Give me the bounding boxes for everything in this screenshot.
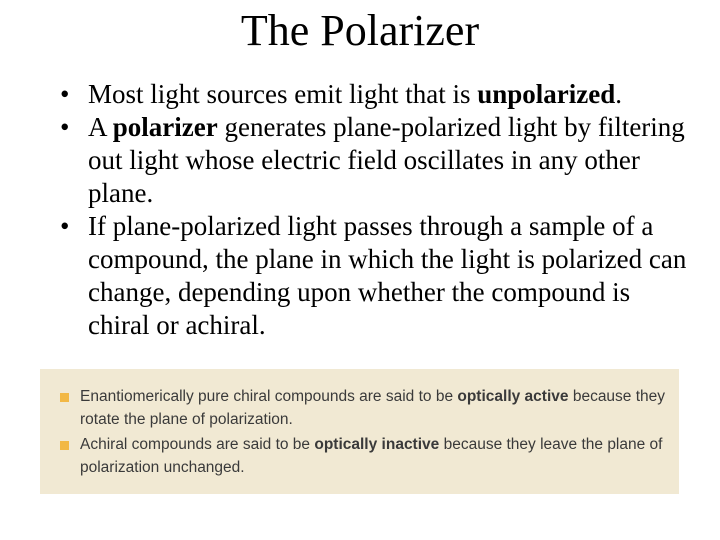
bullet-item <box>56 210 696 342</box>
bullet-item <box>56 111 696 210</box>
bullet-bold-term: unpolarized <box>477 79 616 109</box>
callout-text: because they rotate the plane of polarization. <box>80 388 666 428</box>
square-bullet-icon <box>60 441 69 450</box>
callout-text: Enantiomerically pure chiral compounds are said to be <box>80 388 458 405</box>
bullet-icon: • <box>60 79 70 109</box>
bullet-text: If plane-polarized light passes through a sample of a compound, the plane in which the light is polarized can change, depending upon whether the compound is chiral or achiral. <box>88 211 687 340</box>
bullet-item <box>56 78 696 111</box>
bullet-icon: • <box>60 112 70 142</box>
callout-box <box>40 369 679 494</box>
callout-text: because they leave the plane of polarization unchanged. <box>80 436 663 476</box>
bullet-text: A <box>88 112 113 142</box>
bullet-text: . <box>615 79 623 109</box>
callout-item <box>60 385 685 431</box>
bullet-bold-term: polarizer <box>112 112 218 142</box>
callout-bold-term: optically inactive <box>314 436 440 453</box>
square-bullet-icon <box>60 393 69 402</box>
page-title: The Polarizer <box>240 6 480 55</box>
bullet-icon: • <box>60 211 70 241</box>
bullet-text: Most light sources emit light that is <box>88 79 478 109</box>
callout-text: Achiral compounds are said to be <box>80 436 315 453</box>
callout-bold-term: optically active <box>457 388 569 405</box>
bullet-list <box>56 78 696 342</box>
bullet-text: generates plane-polarized light by filtering out light whose electric field oscillates in any other plane. <box>88 112 685 208</box>
callout-item <box>60 433 685 479</box>
